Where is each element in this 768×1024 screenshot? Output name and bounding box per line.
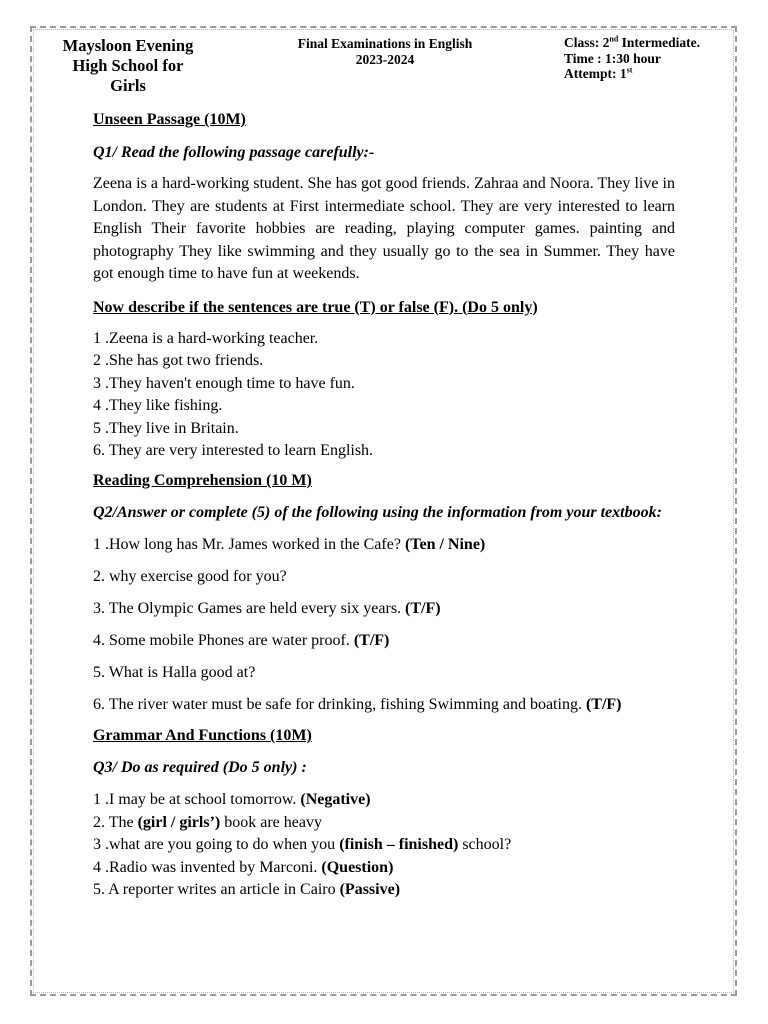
list-item [93,789,675,812]
list-item: 5 .They live in Britain. [93,419,239,437]
time-info: Time : 1:30 hour [564,50,661,66]
attempt-prefix: Attempt: 1 [564,66,627,81]
list-item [93,857,675,880]
grammar-list [93,789,675,902]
item-text: 6. The river water must be safe for drinking, fishing Swimming and boating. [93,696,586,714]
attempt-info [564,66,744,82]
school-name-line3: Girls [110,76,146,95]
item-text: 5. A reporter writes an article in Cairo [93,881,340,899]
school-name-line1: Maysloon Evening [62,36,194,55]
list-item [93,598,675,619]
item-text: 2. why exercise good for you? [93,568,287,586]
section1-question: Q1/ Read the following passage carefully:- [93,144,375,161]
item-option: (T/F) [353,632,390,650]
item-option: (Passive) [339,881,401,899]
item-text-end: book are heavy [220,813,322,831]
comprehension-list [93,534,675,715]
item-option: (Ten / Nine) [404,536,486,554]
class-info [564,35,744,51]
exam-info [564,35,744,82]
exam-title: Final Examinations in English [297,36,473,51]
attempt-sup: st [626,65,633,75]
exam-title-block [270,36,500,68]
list-item [93,630,675,651]
item-text: 3. The Olympic Games are held every six years. [93,600,406,618]
section3-heading: Grammar And Functions (10M) [93,727,312,745]
list-item: 1 .Zeena is a hard-working teacher. [93,329,319,347]
list-item [93,879,675,902]
section2-question: Q2/Answer or complete (5) of the following using the information from your textbook: [93,504,662,522]
list-item: 4 .They like fishing. [93,397,223,415]
item-option: (girl / girls’) [137,813,221,831]
item-text-end: school? [458,836,512,854]
list-item [93,662,675,683]
item-text: 1 .How long has Mr. James worked in the Cafe? [93,536,405,554]
true-false-list [93,328,675,464]
list-item [93,566,675,587]
section3-question: Q3/ Do as required (Do 5 only) : [93,759,307,777]
section2-heading: Reading Comprehension (10 M) [93,472,312,490]
class-suffix: Intermediate. [618,35,701,50]
school-name [48,36,208,96]
list-item [93,534,675,555]
class-sup: nd [609,34,619,44]
exam-content [93,110,675,902]
item-option: (Negative) [300,791,371,809]
item-option: (T/F) [585,696,622,714]
passage: Zeena is a hard-working student. She has got good friends. Zahraa and Noora. They live in London. They are students at First intermediate school. They are very interested to learn English Their favorite hobbies are reading, playing computer games. painting and photography They like swimming and they usually go to the sea in Summer. They have got enough time to have fun at weekends. [93,175,675,282]
exam-year: 2023-2024 [355,52,415,67]
section1-heading: Unseen Passage (10M) [93,111,246,128]
class-prefix: Class: 2 [564,35,610,50]
item-option: (T/F) [405,600,441,618]
list-item [93,834,675,857]
item-text: 2. The [93,813,138,831]
item-text: 4 .Radio was invented by Marconi. [93,858,322,876]
section1-instruction: Now describe if the sentences are true (T) or false (F). (Do 5 only) [93,298,538,316]
school-name-line2: High School for [72,56,184,75]
list-item: 3 .They haven't enough time to have fun. [93,374,355,392]
list-item [93,812,675,835]
item-text: 1 .I may be at school tomorrow. [93,791,301,809]
list-item [93,694,675,715]
item-option: (Question) [321,858,394,876]
list-item: 6. They are very interested to learn English. [93,442,374,460]
item-text: 4. Some mobile Phones are water proof. [93,632,354,650]
item-text: 3 .what are you going to do when you [93,836,340,854]
item-option: (finish – finished) [339,836,459,854]
list-item: 2 .She has got two friends. [93,352,264,370]
item-text: 5. What is Halla good at? [93,664,256,682]
